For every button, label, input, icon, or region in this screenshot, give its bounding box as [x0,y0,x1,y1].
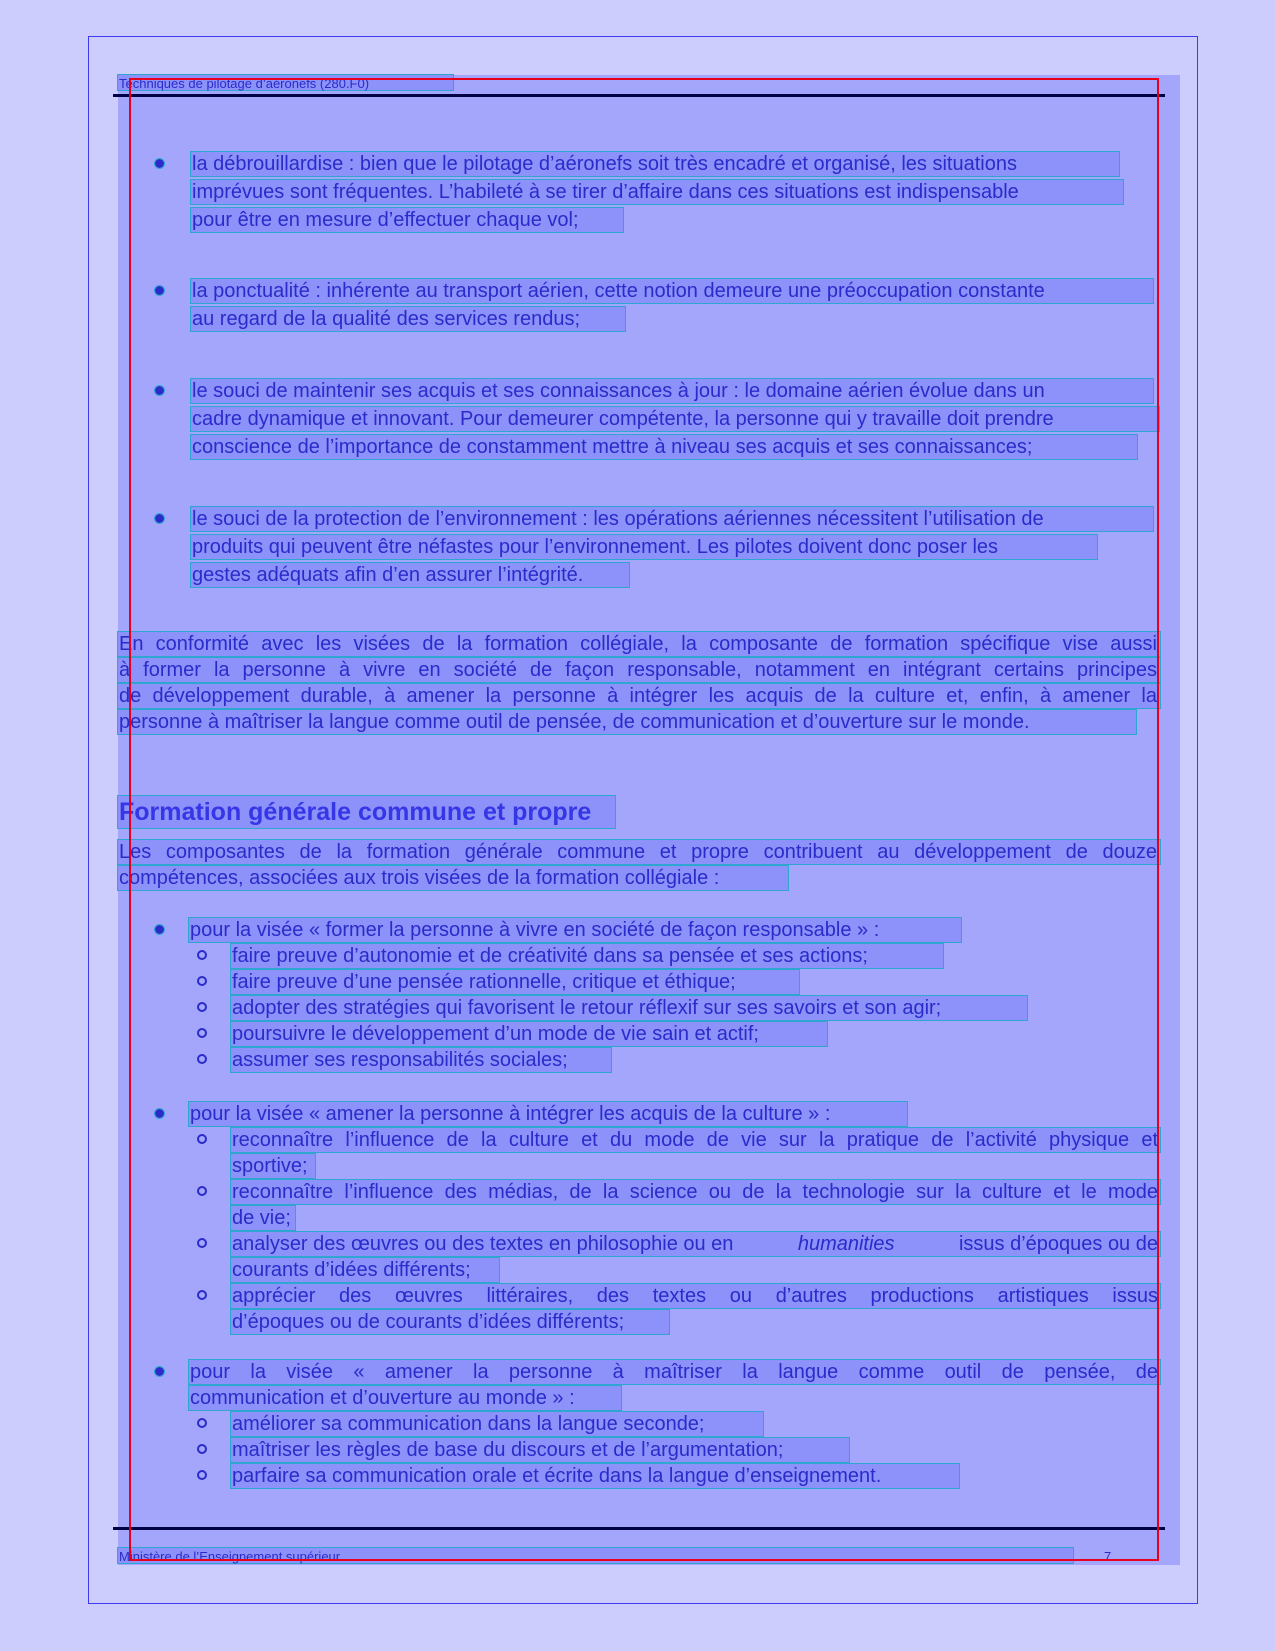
para1-line3: de développement durable, à amener la personne à intégrer les acquis de la culture et, enfin, à amener la [119,685,1157,707]
group1-item2: faire preuve d’une pensée rationnelle, critique et éthique; [232,971,736,993]
group2-item1-line2: sportive; [232,1155,308,1177]
bullet-icon [155,1367,164,1376]
group3-title-line2: communication et d’ouverture au monde » : [190,1387,575,1409]
group2-item3-text-a: analyser des œuvres ou des textes en philosophie ou en [232,1233,734,1255]
group3-item3: parfaire sa communication orale et écrite dans la langue d’enseignement. [232,1465,882,1487]
group3-title-line1: pour la visée « amener la personne à maîtriser la langue comme outil de pensée, de [190,1361,1158,1383]
sub-bullet-icon [197,1054,207,1064]
bullet1-line2: imprévues sont fréquentes. L’habileté à se tirer d’affaire dans ces situations est indispensable [192,181,1019,203]
footer-rule [113,1527,1165,1530]
page-number: 7 [1104,1549,1112,1564]
bullet-icon [155,1109,164,1118]
group1-item4: poursuivre le développement d’un mode de vie sain et actif; [232,1023,759,1045]
bullet-icon [155,386,164,395]
bullet4-line2: produits qui peuvent être néfastes pour l’environnement. Les pilotes doivent donc poser les [192,536,999,558]
bullet3-line3: conscience de l’importance de constamment mettre à niveau ses acquis et ses connaissances; [192,436,1033,458]
group3-item1: améliorer sa communication dans la langue seconde; [232,1413,705,1435]
bullet4-line1: le souci de la protection de l’environnement : les opérations aériennes nécessitent l’utilisation de [192,508,1044,530]
sub-bullet-icon [197,1028,207,1038]
group2-item3-line2: courants d’idées différents; [232,1259,471,1281]
para1-line4: personne à maîtriser la langue comme outil de pensée, de communication et d’ouverture sur le monde. [119,711,1030,733]
header-rule [113,94,1165,97]
group2-item3-text-italic: humanities [797,1233,895,1255]
group1-item1: faire preuve d’autonomie et de créativité dans sa pensée et ses actions; [232,945,868,967]
sub-bullet-icon [197,1444,207,1454]
para2-line2: compétences, associées aux trois visées de la formation collégiale : [119,867,720,889]
group1-item3: adopter des stratégies qui favorisent le retour réflexif sur ses savoirs et son agir; [232,997,942,1019]
sub-bullet-icon [197,1290,207,1300]
group3-item2: maîtriser les règles de base du discours et de l’argumentation; [232,1439,784,1461]
sub-bullet-icon [197,1470,207,1480]
bullet1-line3: pour être en mesure d’effectuer chaque vol; [192,209,579,231]
group2-item1-line1: reconnaître l’influence de la culture et du mode de vie sur la pratique de l’activité physique et [232,1129,1158,1151]
group2-item2-line1: reconnaître l’influence des médias, de la science ou de la technologie sur la culture et le mode [232,1181,1158,1203]
sub-bullet-icon [197,1002,207,1012]
bullet2-line1: la ponctualité : inhérente au transport aérien, cette notion demeure une préoccupation constante [192,280,1045,302]
bullet4-line3: gestes adéquats afin d’en assurer l’intégrité. [192,564,584,586]
sub-bullet-icon [197,1418,207,1428]
footer-ministry: Ministère de l’Enseignement supérieur [119,1549,341,1564]
sub-bullet-icon [197,976,207,986]
sub-bullet-icon [197,1134,207,1144]
group1-title: pour la visée « former la personne à vivre en société de façon responsable » : [190,919,880,941]
para2-line1: Les composantes de la formation générale commune et propre contribuent au développement de douze [119,841,1157,863]
bullet-icon [155,286,164,295]
bullet3-line2: cadre dynamique et innovant. Pour demeurer compétente, la personne qui y travaille doit prendre [192,408,1054,430]
para1-line1: En conformité avec les visées de la formation collégiale, la composante de formation spécifique vise aussi [119,633,1157,655]
sub-bullet-icon [197,1238,207,1248]
group2-title: pour la visée « amener la personne à intégrer les acquis de la culture » : [190,1103,831,1125]
para1-line2: à former la personne à vivre en société de façon responsable, notamment en intégrant certains principes [119,659,1157,681]
group2-item3-text-b: issus d’époques ou de [958,1233,1158,1255]
group2-item2-line2: de vie; [232,1207,291,1229]
bullet-icon [155,159,164,168]
group2-item3-line1 [232,1232,1158,1256]
bullet1-line1: la débrouillardise : bien que le pilotage d’aéronefs soit très encadré et organisé, les situations [192,153,1017,175]
bullet-icon [155,925,164,934]
bullet-icon [155,514,164,523]
sub-bullet-icon [197,1186,207,1196]
group2-item4-line1: apprécier des œuvres littéraires, des textes ou d’autres productions artistiques issus [232,1285,1158,1307]
group2-item4-line2: d’époques ou de courants d’idées différents; [232,1311,625,1333]
header-title: Techniques de pilotage d’aéronefs (280.F0) [119,76,370,91]
section-heading: Formation générale commune et propre [119,798,592,826]
bullet3-line1: le souci de maintenir ses acquis et ses connaissances à jour : le domaine aérien évolue dans un [192,380,1045,402]
bullet2-line2: au regard de la qualité des services rendus; [192,308,581,330]
sub-bullet-icon [197,950,207,960]
group1-item5: assumer ses responsabilités sociales; [232,1049,568,1071]
